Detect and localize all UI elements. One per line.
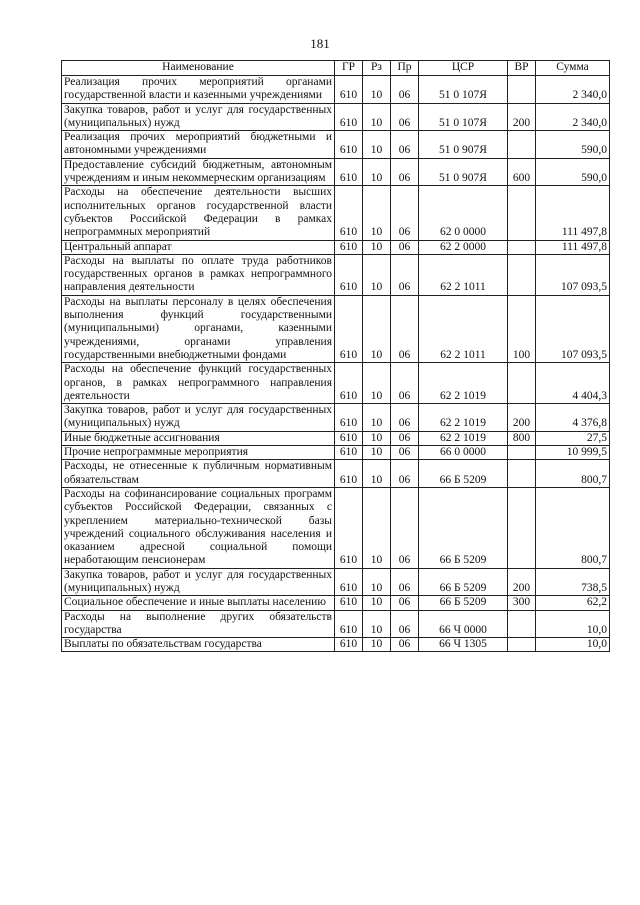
row-sum-cell: 2 340,0 bbox=[536, 103, 610, 131]
row-rz-cell: 10 bbox=[363, 363, 391, 404]
table-row bbox=[62, 295, 610, 362]
row-name-cell: Расходы на выплаты по оплате труда работников государственных органов в рамках непрограммного направления деятельности bbox=[62, 254, 335, 295]
row-rz-cell: 10 bbox=[363, 131, 391, 159]
row-sum-cell: 800,7 bbox=[536, 460, 610, 488]
table-row bbox=[62, 103, 610, 131]
row-pr-cell: 06 bbox=[391, 186, 419, 240]
row-rz-cell: 10 bbox=[363, 446, 391, 460]
row-pr-cell: 06 bbox=[391, 295, 419, 362]
table-row bbox=[62, 254, 610, 295]
row-rz-cell: 10 bbox=[363, 610, 391, 638]
row-gr-cell: 610 bbox=[335, 76, 363, 104]
row-vr-cell: 200 bbox=[508, 568, 536, 596]
budget-table bbox=[61, 60, 610, 652]
row-pr-cell: 06 bbox=[391, 131, 419, 159]
row-vr-cell bbox=[508, 363, 536, 404]
row-gr-cell: 610 bbox=[335, 568, 363, 596]
row-vr-cell: 200 bbox=[508, 103, 536, 131]
row-name-cell: Центральный аппарат bbox=[62, 240, 335, 254]
row-name-cell: Закупка товаров, работ и услуг для государственных (муниципальных) нужд bbox=[62, 404, 335, 432]
row-pr-cell: 06 bbox=[391, 363, 419, 404]
row-csr-cell: 62 2 1011 bbox=[419, 254, 508, 295]
header-vr: ВР bbox=[508, 61, 536, 76]
table-row bbox=[62, 363, 610, 404]
row-pr-cell: 06 bbox=[391, 240, 419, 254]
table-row bbox=[62, 446, 610, 460]
row-name-cell: Реализация прочих мероприятий бюджетными и автономными учреждениями bbox=[62, 131, 335, 159]
row-name-cell: Прочие непрограммные мероприятия bbox=[62, 446, 335, 460]
row-vr-cell bbox=[508, 487, 536, 568]
row-pr-cell: 06 bbox=[391, 431, 419, 445]
row-csr-cell: 66 0 0000 bbox=[419, 446, 508, 460]
row-pr-cell: 06 bbox=[391, 596, 419, 610]
row-vr-cell: 800 bbox=[508, 431, 536, 445]
row-vr-cell bbox=[508, 610, 536, 638]
row-vr-cell bbox=[508, 186, 536, 240]
row-gr-cell: 610 bbox=[335, 460, 363, 488]
row-csr-cell: 66 Б 5209 bbox=[419, 460, 508, 488]
row-name-cell: Закупка товаров, работ и услуг для государственных (муниципальных) нужд bbox=[62, 568, 335, 596]
row-vr-cell bbox=[508, 131, 536, 159]
table-row bbox=[62, 76, 610, 104]
row-gr-cell: 610 bbox=[335, 487, 363, 568]
header-rz: Рз bbox=[363, 61, 391, 76]
table-row bbox=[62, 638, 610, 652]
row-gr-cell: 610 bbox=[335, 446, 363, 460]
row-csr-cell: 62 2 1019 bbox=[419, 431, 508, 445]
row-pr-cell: 06 bbox=[391, 638, 419, 652]
row-pr-cell: 06 bbox=[391, 610, 419, 638]
row-vr-cell: 300 bbox=[508, 596, 536, 610]
row-csr-cell: 66 Б 5209 bbox=[419, 596, 508, 610]
row-gr-cell: 610 bbox=[335, 363, 363, 404]
row-rz-cell: 10 bbox=[363, 404, 391, 432]
row-gr-cell: 610 bbox=[335, 158, 363, 186]
page-number: 181 bbox=[310, 36, 330, 51]
row-csr-cell: 62 2 1019 bbox=[419, 363, 508, 404]
row-sum-cell: 27,5 bbox=[536, 431, 610, 445]
row-name-cell: Расходы на софинансирование социальных программ субъектов Российской Федерации, связанных с укреплением материально-технической базы учреждений социального обслуживания населения и оказанием адресной социальной помощи неработающим пенсионерам bbox=[62, 487, 335, 568]
row-name-cell: Расходы на обеспечение деятельности высших исполнительных органов государственной власти субъектов Российской Федерации в рамках непрограммных мероприятий bbox=[62, 186, 335, 240]
row-vr-cell bbox=[508, 446, 536, 460]
row-name-cell: Расходы, не отнесенные к публичным нормативным обязательствам bbox=[62, 460, 335, 488]
table-header-row bbox=[62, 61, 610, 76]
row-gr-cell: 610 bbox=[335, 404, 363, 432]
table-row bbox=[62, 487, 610, 568]
row-rz-cell: 10 bbox=[363, 431, 391, 445]
row-vr-cell: 200 bbox=[508, 404, 536, 432]
row-pr-cell: 06 bbox=[391, 487, 419, 568]
row-csr-cell: 66 Б 5209 bbox=[419, 568, 508, 596]
row-rz-cell: 10 bbox=[363, 240, 391, 254]
row-name-cell: Закупка товаров, работ и услуг для государственных (муниципальных) нужд bbox=[62, 103, 335, 131]
row-vr-cell: 100 bbox=[508, 295, 536, 362]
header-pr: Пр bbox=[391, 61, 419, 76]
table-row bbox=[62, 158, 610, 186]
table-row bbox=[62, 431, 610, 445]
table-row bbox=[62, 568, 610, 596]
table-row bbox=[62, 460, 610, 488]
row-csr-cell: 51 0 907Я bbox=[419, 158, 508, 186]
row-sum-cell: 111 497,8 bbox=[536, 186, 610, 240]
row-sum-cell: 4 404,3 bbox=[536, 363, 610, 404]
row-name-cell: Расходы на выплаты персоналу в целях обеспечения выполнения функций государственными (муниципальными) органами, казенными учреждениями, органами управления государственными внебюджетными фондами bbox=[62, 295, 335, 362]
row-sum-cell: 107 093,5 bbox=[536, 254, 610, 295]
row-rz-cell: 10 bbox=[363, 568, 391, 596]
row-rz-cell: 10 bbox=[363, 103, 391, 131]
row-sum-cell: 590,0 bbox=[536, 158, 610, 186]
row-csr-cell: 62 2 1019 bbox=[419, 404, 508, 432]
row-csr-cell: 66 Ч 1305 bbox=[419, 638, 508, 652]
row-name-cell: Иные бюджетные ассигнования bbox=[62, 431, 335, 445]
row-sum-cell: 62,2 bbox=[536, 596, 610, 610]
row-gr-cell: 610 bbox=[335, 131, 363, 159]
row-vr-cell bbox=[508, 76, 536, 104]
row-rz-cell: 10 bbox=[363, 186, 391, 240]
row-vr-cell bbox=[508, 460, 536, 488]
row-gr-cell: 610 bbox=[335, 254, 363, 295]
row-csr-cell: 66 Б 5209 bbox=[419, 487, 508, 568]
row-pr-cell: 06 bbox=[391, 103, 419, 131]
table-row bbox=[62, 404, 610, 432]
table-row bbox=[62, 240, 610, 254]
row-name-cell: Расходы на выполнение других обязательств государства bbox=[62, 610, 335, 638]
row-csr-cell: 62 0 0000 bbox=[419, 186, 508, 240]
row-csr-cell: 62 2 0000 bbox=[419, 240, 508, 254]
row-name-cell: Расходы на обеспечение функций государственных органов, в рамках непрограммного направления деятельности bbox=[62, 363, 335, 404]
row-vr-cell: 600 bbox=[508, 158, 536, 186]
row-pr-cell: 06 bbox=[391, 568, 419, 596]
row-rz-cell: 10 bbox=[363, 76, 391, 104]
table-row bbox=[62, 610, 610, 638]
row-gr-cell: 610 bbox=[335, 240, 363, 254]
row-vr-cell bbox=[508, 254, 536, 295]
row-gr-cell: 610 bbox=[335, 186, 363, 240]
row-name-cell: Социальное обеспечение и иные выплаты населению bbox=[62, 596, 335, 610]
table-row bbox=[62, 596, 610, 610]
row-pr-cell: 06 bbox=[391, 446, 419, 460]
row-sum-cell: 10,0 bbox=[536, 638, 610, 652]
row-sum-cell: 10,0 bbox=[536, 610, 610, 638]
table-row bbox=[62, 131, 610, 159]
row-name-cell: Предоставление субсидий бюджетным, автономным учреждениям и иным некоммерческим организациям bbox=[62, 158, 335, 186]
row-pr-cell: 06 bbox=[391, 404, 419, 432]
row-sum-cell: 738,5 bbox=[536, 568, 610, 596]
row-csr-cell: 51 0 107Я bbox=[419, 103, 508, 131]
row-gr-cell: 610 bbox=[335, 103, 363, 131]
row-pr-cell: 06 bbox=[391, 158, 419, 186]
row-rz-cell: 10 bbox=[363, 487, 391, 568]
row-sum-cell: 10 999,5 bbox=[536, 446, 610, 460]
row-rz-cell: 10 bbox=[363, 460, 391, 488]
table-body bbox=[62, 76, 610, 652]
row-rz-cell: 10 bbox=[363, 254, 391, 295]
row-gr-cell: 610 bbox=[335, 596, 363, 610]
row-pr-cell: 06 bbox=[391, 254, 419, 295]
row-pr-cell: 06 bbox=[391, 460, 419, 488]
row-rz-cell: 10 bbox=[363, 638, 391, 652]
row-gr-cell: 610 bbox=[335, 431, 363, 445]
header-csr: ЦСР bbox=[419, 61, 508, 76]
row-rz-cell: 10 bbox=[363, 596, 391, 610]
row-rz-cell: 10 bbox=[363, 158, 391, 186]
header-sum: Сумма bbox=[536, 61, 610, 76]
row-csr-cell: 51 0 907Я bbox=[419, 131, 508, 159]
header-name: Наименование bbox=[62, 61, 335, 76]
row-gr-cell: 610 bbox=[335, 638, 363, 652]
row-csr-cell: 62 2 1011 bbox=[419, 295, 508, 362]
row-gr-cell: 610 bbox=[335, 610, 363, 638]
row-gr-cell: 610 bbox=[335, 295, 363, 362]
row-name-cell: Реализация прочих мероприятий органами государственной власти и казенными учреждениями bbox=[62, 76, 335, 104]
table-row bbox=[62, 186, 610, 240]
row-vr-cell bbox=[508, 638, 536, 652]
row-rz-cell: 10 bbox=[363, 295, 391, 362]
row-vr-cell bbox=[508, 240, 536, 254]
row-sum-cell: 2 340,0 bbox=[536, 76, 610, 104]
row-csr-cell: 66 Ч 0000 bbox=[419, 610, 508, 638]
row-sum-cell: 111 497,8 bbox=[536, 240, 610, 254]
row-sum-cell: 4 376,8 bbox=[536, 404, 610, 432]
row-csr-cell: 51 0 107Я bbox=[419, 76, 508, 104]
row-sum-cell: 107 093,5 bbox=[536, 295, 610, 362]
header-gr: ГР bbox=[335, 61, 363, 76]
row-name-cell: Выплаты по обязательствам государства bbox=[62, 638, 335, 652]
row-pr-cell: 06 bbox=[391, 76, 419, 104]
row-sum-cell: 590,0 bbox=[536, 131, 610, 159]
row-sum-cell: 800,7 bbox=[536, 487, 610, 568]
